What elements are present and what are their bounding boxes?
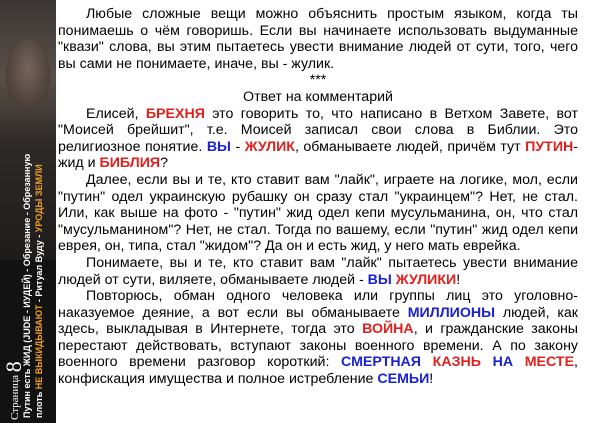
text-span: - xyxy=(230,138,245,155)
section-heading: Ответ на комментарий xyxy=(243,88,393,105)
paragraph-2 xyxy=(58,106,578,172)
text-span: это говорить то, что написано в Ветхом Завете, вот "Моисей брейшит", т.е. Моисей записал свои слова в Библии. Это религиозное понятие. xyxy=(58,105,578,155)
emphasis-red: КАЗНЬ xyxy=(432,354,481,371)
emphasis-blue: СМЕРТНАЯ xyxy=(341,354,422,371)
sidebar xyxy=(0,0,56,423)
emphasis-red: БИБЛИЯ xyxy=(99,155,161,172)
text-span: Елисей, xyxy=(86,105,146,122)
text-span xyxy=(481,354,493,370)
page-word: Страница xyxy=(9,374,21,420)
caption-part: плоть xyxy=(34,389,44,418)
text-span xyxy=(513,354,525,370)
text-span: ? xyxy=(160,155,168,172)
emphasis-red: БРЕХНЯ xyxy=(145,105,205,122)
paragraph-1: Любые сложные вещи можно объяснить простым языком, когда ты понимаешь о чём говоришь. Если вы начинаете использовать выдуманные "квази" слова, вы этим пытаетесь увести внимание людей от сути, того, чего вы сами не понимаете, иначе, вы - жулик. xyxy=(58,6,578,72)
emphasis-red: ПУТИН xyxy=(525,138,574,155)
paragraph-4 xyxy=(58,255,578,288)
emphasis-red: ВОЙНА xyxy=(362,321,414,338)
caption-highlight: НЕ ВЫКИДЫВАЮТ xyxy=(34,304,44,390)
article-body xyxy=(58,6,578,388)
paragraph-5 xyxy=(58,288,578,388)
emphasis-blue: СЕМЬИ xyxy=(377,371,430,388)
caption-part: - Ритуал Вуду - xyxy=(34,232,44,305)
text-span: -жид и xyxy=(58,138,579,172)
text-span: , обманываете людей, причём тут xyxy=(294,138,526,155)
face-shape xyxy=(6,40,50,110)
emphasis-blue: НА xyxy=(492,354,514,371)
text-span: людей, как здесь, выкладывая в Интернете, тогда это xyxy=(58,304,578,338)
text-span: , и гражданские законы перестают действовать, вступают законы военного времени. А по закону военного времени разговор короткий: xyxy=(58,321,578,371)
text-span: Понимаете, вы и те, кто ставит вам "лайк" пытаетесь увести внимание людей от сути, виляете, обманываете людей - xyxy=(58,254,578,288)
text-span xyxy=(421,354,433,370)
sidebar-caption-line-2 xyxy=(34,164,44,418)
page-number: 8 xyxy=(1,361,26,373)
text-span: ! xyxy=(429,371,434,388)
emphasis-red: ЖУЛИКИ xyxy=(395,271,457,288)
caption-highlight: УРОДЫ ЗЕМЛИ xyxy=(34,164,44,233)
emphasis-red: МЕСТЕ xyxy=(524,354,575,371)
text-span: Повторюсь, обман одного человека или группы лиц это уголовно-наказуемое деяние, а вот если вы обманываете xyxy=(58,288,578,321)
emphasis-blue: МИЛЛИОНЫ xyxy=(407,304,496,321)
separator-stars: *** xyxy=(309,72,327,89)
paragraph-3: Далее, если вы и те, кто ставит вам "лайк", играете на логике, мол, если "путин" одел украинскую рубашку он сразу стал "украинцем"? Нет, не стал. Или, как выше на фото - "путин" жид одел кепи мусульманина, он, что стал "мусульманином"? Нет, не стал. Тогда по вашему, если "путин" жид одел кепи еврея, он, типа, стал "жидом"? Да он и есть жид, у него мать еврейка. xyxy=(58,171,578,255)
emphasis-red: ЖУЛИК xyxy=(244,138,295,155)
emphasis-blue: ВЫ xyxy=(367,271,392,288)
text-span: , конфискация имущества и полное истребление xyxy=(58,354,578,388)
sidebar-caption-line-1: Путин есть ЖИД (JUDE - ИУДЕЙ) - Обрезание - Обрезанную xyxy=(22,153,32,418)
emphasis-blue: ВЫ xyxy=(206,138,231,155)
text-span: ! xyxy=(456,271,461,288)
